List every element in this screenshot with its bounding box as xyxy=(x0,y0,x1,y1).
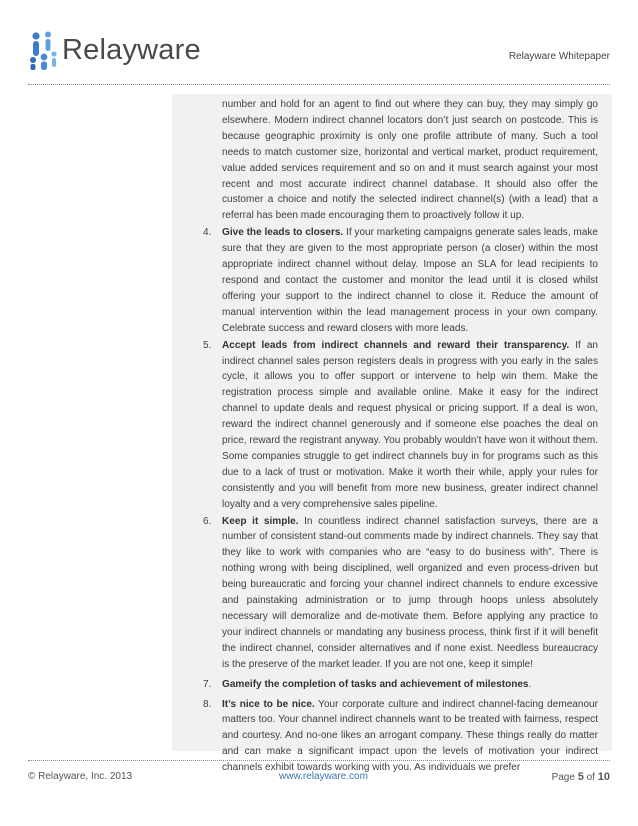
list-item-number: 7. xyxy=(203,678,212,690)
list-item xyxy=(172,514,598,673)
list-item-text: If an indirect channel sales person registers deals in progress with you early in the sales cycle, it allows you to offer support or intervene to help win them. Make the registration process simple and available online. Make it easy for the indirect channel to update deals and request physical or pricing support. If a deal is won, reward the indirect channel generously and if someone else poaches the deal on price, reward the registrant anyway. You probably wouldn’t have won it without them. Some companies struggle to get indirect channels buy in for programs such as this due to a lack of trust or motivation. Make it worth their while, apply your rules for consistently and you will benefit from more new business, greater indirect channel loyalty and a very comprehensive sales pipeline. xyxy=(222,339,599,510)
list-item-text: In countless indirect channel satisfaction surveys, there are a number of consistent stand-out comments made by indirect channels. They say that they like to work with companies who are “easy to do business with”. There is nothing wrong with being disciplined, well organized and even process-driven but being bureaucratic and forcing your channel indirect channels to endure excessive and painstaking administration or to jump through hoops unless absolutely necessary will demoralize and de-motivate them. Before applying any practice to your indirect channels or mandating any business process, think first if it will benefit the indirect channel, consider alternatives and if none exist. Needless bureaucracy is the preserve of the market leader. If you are not one, keep it simple! xyxy=(222,515,598,670)
list-item-number: 8. xyxy=(203,698,212,710)
list-item-title: Keep it simple. xyxy=(222,515,299,527)
list-item-title: Gameify the completion of tasks and achievement of milestones xyxy=(222,678,529,690)
list-item xyxy=(172,338,598,513)
content-body xyxy=(172,97,612,776)
document-label: Relayware Whitepaper xyxy=(508,51,610,62)
list-item-text: Your corporate culture and indirect channel-facing demeanour matters too. Your channel indirect channels want to be treated with fairness, respect and courtesy. And no-one likes an arrogant company. These things really do matter and can make a significant impact upon the levels of motivation your indirect channels exhibit towards working with you. As individuals we prefer xyxy=(222,698,598,774)
list-item-text: If your marketing campaigns generate sales leads, make sure that they are given to the most appropriate person (a closer) within the most appropriate indirect channel without delay. Impose an SLA for lead recipients to respond and contact the customer and monitor the lead until it is closed whilst offering your support to the indirect channel to close it. Reduce the amount of manual intervention within the lead management process in your own company. Celebrate success and reward closers with more leads. xyxy=(222,227,598,334)
website-link[interactable]: www.relayware.com xyxy=(279,771,368,782)
page-number xyxy=(552,771,610,783)
list-item xyxy=(172,677,598,693)
logo-text: Relayware xyxy=(62,33,201,66)
intro-paragraph: number and hold for an agent to find out where they can buy, they may simply go elsewhere. Modern indirect channel locators don’t just search on postcode. This is because geographic proximity is only one profile attribute of many. Such a tool needs to match customer size, horizontal and vertical market, product requirement, value added services requirement and so on and it must search against your most recent and most accurate indirect channel database. It should also offer the customer a choice and notify the selected indirect channel(s) (with a lead) that a referral has been made encouraging them to proactively follow it up. xyxy=(222,99,598,222)
page-current: 5 xyxy=(577,771,584,783)
copyright: © Relayware, Inc. 2013 xyxy=(28,771,133,782)
footer-divider xyxy=(28,760,610,761)
page-prefix: Page xyxy=(551,772,578,783)
page-of: of xyxy=(583,772,598,783)
page-header xyxy=(0,0,638,84)
list-item-text: . xyxy=(528,678,532,690)
header-divider xyxy=(28,84,610,85)
list-item xyxy=(172,225,598,336)
page-total: 10 xyxy=(597,771,610,783)
list-item-title: Accept leads from indirect channels and reward their transparency. xyxy=(222,339,570,351)
list-item-title: Give the leads to closers. xyxy=(222,227,344,239)
people-network-icon xyxy=(28,30,58,70)
list-item-number: 4. xyxy=(203,227,212,239)
list-item xyxy=(172,697,598,777)
relayware-logo[interactable] xyxy=(28,30,201,70)
list-item-number: 6. xyxy=(203,515,212,527)
list-item-title: It’s nice to be nice. xyxy=(222,698,315,710)
list-item-number: 5. xyxy=(203,339,212,351)
